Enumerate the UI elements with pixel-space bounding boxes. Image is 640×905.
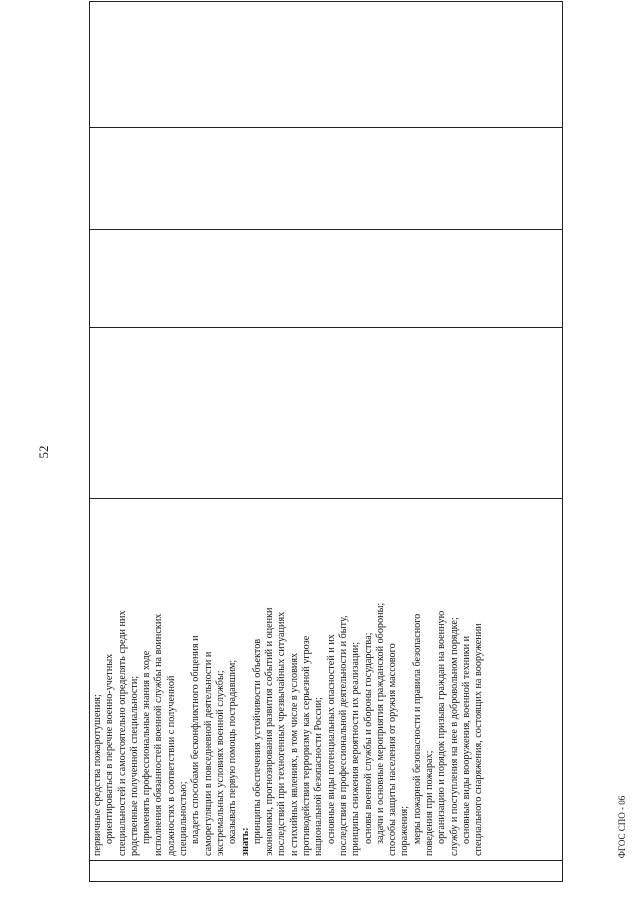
content-line: меры пожарной безопасности и правила безопасного (411, 613, 423, 844)
content-line: специальностью; (178, 781, 190, 856)
content-line: поражения; (399, 805, 411, 856)
content-line: владеть способами бесконфликтного общения и (190, 635, 202, 844)
table-row (90, 2, 563, 882)
content-line: исполнения обязанностей военной службы на воинских (153, 613, 165, 856)
content-line: основные виды потенциальных опасностей и их (325, 634, 337, 844)
empty-cell (90, 128, 563, 230)
content-line: специальностей и самостоятельно определять среди них (116, 610, 128, 856)
content-line: оказывать первую помощь пострадавшим; (227, 659, 239, 844)
requirements-table (89, 1, 563, 882)
content-line: службу и поступления на нее в добровольном порядке; (448, 617, 460, 856)
content-line: поведения при пожарах; (424, 750, 436, 856)
empty-cell (90, 2, 563, 128)
rotated-page-frame (89, 16, 563, 882)
content-line: применять профессиональные знания в ходе (141, 650, 153, 844)
rotated-table-container (89, 16, 563, 882)
content-line: знать: (239, 827, 251, 856)
index-cell (90, 861, 563, 882)
content-line: ориентироваться в перечне военно-учетных (104, 653, 116, 844)
page-number: 52 (36, 445, 51, 459)
content-line: экстремальных условиях военной службы; (214, 670, 226, 856)
content-line: принципы снижения вероятности их реализации; (350, 641, 362, 856)
content-lines (92, 503, 486, 856)
content-line: организацию и порядок призыва граждан на военную (436, 610, 448, 844)
content-line: основы военной службы и обороны государства; (362, 632, 374, 844)
content-line: специального снаряжения, состоящих на вооружении (473, 623, 485, 856)
content-line: должностях в соответствии с полученной (165, 675, 177, 856)
content-line: способы защиты населения от оружия массового (387, 643, 399, 856)
content-line: первичные средства пожаротушения; (92, 694, 103, 856)
content-line: последствий при техногенных чрезвычайных ситуациях (276, 611, 288, 856)
content-line: саморегуляции в повседневной деятельности и (202, 651, 214, 856)
content-line: и стихийных явлениях, в том числе в условиях (288, 652, 300, 856)
empty-cell (90, 230, 563, 328)
document-code: ФГОС СПО - 06 (617, 795, 627, 859)
content-line: принципы обеспечения устойчивости объектов (251, 638, 263, 844)
content-line: экономики, прогнозирования развития событий и оценки (264, 607, 276, 856)
content-line: последствия в профессиональной деятельности и быту, (337, 615, 349, 856)
content-line: основные виды вооружения, военной техники и (460, 635, 472, 844)
content-line: противодействия терроризму как серьезной угрозе (301, 635, 313, 856)
content-line: национальной безопасности России; (313, 697, 325, 856)
empty-cell (90, 328, 563, 499)
content-line: задачи и основные мероприятия гражданской обороны; (374, 602, 386, 844)
content-cell (90, 499, 563, 861)
content-line: родственные полученной специальности; (128, 675, 140, 856)
